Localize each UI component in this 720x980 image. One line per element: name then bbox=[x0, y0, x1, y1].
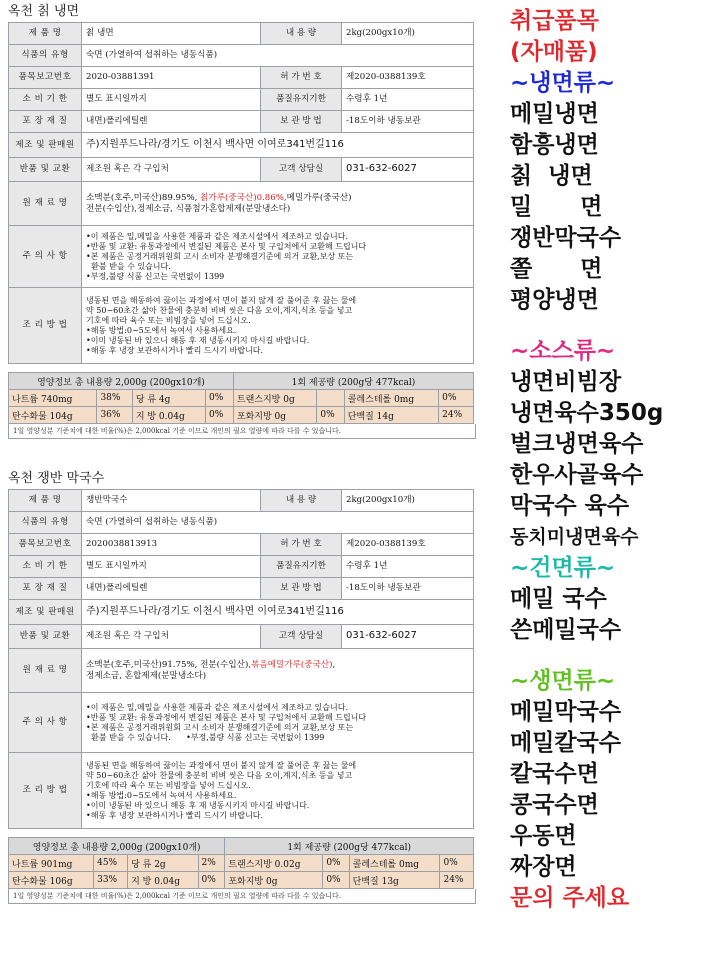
nutrition-cell: 36% bbox=[97, 407, 132, 424]
lineup-item: 냉면육수350g bbox=[510, 400, 664, 426]
lineup-item: 쟁반막국수 bbox=[510, 225, 622, 251]
label-caution: 주 의 사 항 bbox=[9, 226, 82, 288]
nutrition-head-serving: 1회 제공량 (200g당 477kcal) bbox=[225, 838, 474, 855]
maker: 주)지원푸드나라/경기도 이천시 백사면 이여로341번길116 bbox=[82, 600, 474, 625]
nutrition-cell bbox=[317, 390, 344, 407]
lineup-item: 짜장면 bbox=[510, 854, 577, 880]
category-naengmyeon: ~냉면류~ bbox=[510, 70, 616, 96]
nutrition-cell: 0% bbox=[323, 855, 349, 872]
nutrition-cell: 당 류 2g bbox=[128, 855, 198, 872]
food-type: 숙면 (가열하여 섭취하는 냉동식품) bbox=[82, 512, 474, 534]
label-storage: 보 관 방 법 bbox=[261, 578, 342, 600]
customer-service-phone: 031-632-6027 bbox=[342, 625, 474, 649]
label-caution: 주 의 사 항 bbox=[9, 693, 82, 753]
nutrition-cell: 포화지방 0g bbox=[233, 407, 316, 424]
label-content: 내 용 량 bbox=[261, 490, 342, 512]
nutrition-cell: 2% bbox=[198, 855, 225, 872]
lineup-item: 메밀막국수 bbox=[510, 699, 622, 725]
nutrition-footnote: 1일 영양성분 기준치에 대한 비율(%)은 2,000kcal 기준 이므로 개인의 필요 열량에 따라 다를 수 있습니다. bbox=[8, 889, 476, 904]
nutrition-cell: 나트륨 740mg bbox=[9, 390, 97, 407]
lineup-item: 함흥냉면 bbox=[510, 132, 599, 158]
lineup-item: 냉면비빔장 bbox=[510, 369, 622, 395]
report-no: 2020-03881391 bbox=[82, 67, 261, 89]
nutrition-cell: 나트륨 901mg bbox=[9, 855, 94, 872]
ingredients: 소맥분(호주,미국산)91.75%, 전분(수입산),볶음메밀가루(중국산), 정제소금, 혼합제제(분말냉소다) bbox=[82, 649, 474, 693]
nutrition-cell: 트랜스지방 0.02g bbox=[225, 855, 323, 872]
label-permit-no: 허 가 번 호 bbox=[261, 67, 342, 89]
label-packaging: 포 장 재 질 bbox=[9, 578, 82, 600]
return-policy: 제조원 혹은 각 구입처 bbox=[82, 625, 261, 649]
lineup-item: 평양냉면 bbox=[510, 287, 599, 313]
lineup-header: 취급품목 bbox=[510, 8, 599, 34]
nutrition-cell: 45% bbox=[94, 855, 128, 872]
label-expiry: 소 비 기 한 bbox=[9, 556, 82, 578]
nutrition-table bbox=[8, 372, 474, 424]
label-expiry: 소 비 기 한 bbox=[9, 89, 82, 111]
nutrition-cell: 단백질 13g bbox=[349, 872, 440, 889]
lineup-item: 칼국수면 bbox=[510, 761, 599, 787]
product-card bbox=[8, 2, 480, 439]
lineup-item: 메밀 국수 bbox=[510, 586, 607, 612]
label-maker: 제조 및 판매원 bbox=[9, 600, 82, 625]
label-report-no: 품목보고번호 bbox=[9, 67, 82, 89]
expiry: 별도 표시일까지 bbox=[82, 89, 261, 111]
nutrition-cell: 0% bbox=[439, 390, 474, 407]
label-customer-service: 고객 상담실 bbox=[261, 158, 342, 182]
nutrition-cell: 트랜스지방 0g bbox=[233, 390, 316, 407]
nutrition-cell: 0% bbox=[198, 872, 225, 889]
lineup-item: 동치미냉면육수 bbox=[510, 526, 639, 548]
nutrition-cell: 단백질 14g bbox=[344, 407, 438, 424]
label-cooking: 조 리 방 법 bbox=[9, 753, 82, 829]
nutrition-cell: 24% bbox=[439, 407, 474, 424]
category-fresh-noodle: ~생면류~ bbox=[510, 668, 616, 694]
label-report-no: 품목보고번호 bbox=[9, 534, 82, 556]
nutrition-cell: 콜레스테롤 0mg bbox=[349, 855, 440, 872]
caution-text: •이 제품은 밀,메밀을 사용한 제품과 같은 제조시설에서 제조하고 있습니다. •반품 및 교환: 유통과정에서 변질된 제품은 본사 및 구입처에서 교환해 드립니다 •본 제품은 공정거래위원회 고시 소비자 분쟁해결기준에 의거 교환,보상 또는 환불 받을 수 있습니다. •부정,불량 식품 신고는 국번없이 1399 bbox=[82, 693, 474, 753]
lineup-item: 쓴메밀국수 bbox=[510, 617, 622, 643]
nutrition-head-total: 영양정보 총 내용량 2,000g (200gx10개) bbox=[9, 838, 225, 855]
return-policy: 제조원 혹은 각 구입처 bbox=[82, 158, 261, 182]
packaging: 내면)폴리에틸렌 bbox=[82, 111, 261, 133]
nutrition-cell: 지 방 0.04g bbox=[132, 407, 205, 424]
nutrition-cell: 0% bbox=[317, 407, 344, 424]
nutrition-cell: 0% bbox=[206, 407, 234, 424]
lineup-item: 콩국수면 bbox=[510, 792, 599, 818]
lineup-item: 한우사골육수 bbox=[510, 462, 644, 488]
nutrition-cell: 0% bbox=[323, 872, 349, 889]
contact-text: 문의 주세요 bbox=[510, 885, 630, 911]
report-no: 2020038813913 bbox=[82, 534, 261, 556]
lineup-item: 벌크냉면육수 bbox=[510, 431, 644, 457]
label-food-type: 식품의 유형 bbox=[9, 45, 82, 67]
nutrition-cell: 33% bbox=[94, 872, 128, 889]
product-info-table bbox=[8, 22, 474, 364]
label-content: 내 용 량 bbox=[261, 23, 342, 45]
product-card bbox=[8, 469, 480, 904]
nutrition-cell: 포화지방 0g bbox=[225, 872, 323, 889]
nutrition-cell: 24% bbox=[440, 872, 474, 889]
lineup-item: 메밀냉면 bbox=[510, 101, 599, 127]
nutrition-cell: 0% bbox=[206, 390, 234, 407]
nutrition-head-total: 영양정보 총 내용량 2,000g (200gx10개) bbox=[9, 373, 234, 390]
lineup-item: 막국수 육수 bbox=[510, 493, 630, 519]
product-title: 옥천 쟁반 막국수 bbox=[8, 471, 105, 486]
lineup-item: 쫄 면 bbox=[510, 256, 603, 282]
product-info-table bbox=[8, 489, 474, 829]
cooking-text: 냉동된 면을 해동하여 끓이는 과정에서 면이 붙지 않게 잘 풀어준 후 끓는 물에 약 50~60초간 삶아 찬물에 충분히 비벼 씻은 다음 오이,계지,식초 등을 넣고 기호에 따라 육수 또는 비빔장을 넣어 드십시오. •해동 방법:0~5도에서 녹여서 사용하세요. •이미 냉동된 바 있으니 해동 후 재 냉동시키지 마시길 바랍니다. •해동 후 냉장 보관하시거나 빨리 드시기 바랍니다. bbox=[82, 753, 474, 829]
label-quality: 품질유지기한 bbox=[261, 89, 342, 111]
label-cooking: 조 리 방 법 bbox=[9, 288, 82, 364]
category-dry-noodle: ~건면류~ bbox=[510, 555, 616, 581]
label-packaging: 포 장 재 질 bbox=[9, 111, 82, 133]
product-name: 칡 냉면 bbox=[82, 23, 261, 45]
lineup-subheader: (자매품) bbox=[510, 39, 598, 65]
nutrition-head-serving: 1회 제공량 (200g당 477kcal) bbox=[233, 373, 473, 390]
product-title: 옥천 칡 냉면 bbox=[8, 4, 80, 19]
label-ingredients: 원 재 료 명 bbox=[9, 649, 82, 693]
expiry: 별도 표시일까지 bbox=[82, 556, 261, 578]
customer-service-phone: 031-632-6027 bbox=[342, 158, 474, 182]
label-maker: 제조 및 판매원 bbox=[9, 133, 82, 158]
nutrition-cell: 38% bbox=[97, 390, 132, 407]
product-name: 쟁반막국수 bbox=[82, 490, 261, 512]
quality: 수령후 1년 bbox=[342, 89, 474, 111]
label-return: 반품 및 교환 bbox=[9, 625, 82, 649]
lineup-item: 밀 면 bbox=[510, 194, 603, 220]
label-quality: 품질유지기한 bbox=[261, 556, 342, 578]
nutrition-cell: 탄수화물 106g bbox=[9, 872, 94, 889]
ingredients: 소맥분(호주,미국산)89.95%, 칡가루(중국산)0.86%,메밀가루(중국산) 전분(수입산),정제소금, 식품첨가혼합제제(분말냉소다) bbox=[82, 182, 474, 226]
lineup-item: 우동면 bbox=[510, 823, 577, 849]
lineup-item: 메밀칼국수 bbox=[510, 730, 622, 756]
nutrition-table bbox=[8, 837, 474, 889]
label-customer-service: 고객 상담실 bbox=[261, 625, 342, 649]
label-return: 반품 및 교환 bbox=[9, 158, 82, 182]
packaging: 내면)폴리에틸렌 bbox=[82, 578, 261, 600]
food-type: 숙면 (가열하여 섭취하는 냉동식품) bbox=[82, 45, 474, 67]
label-product-name: 제 품 명 bbox=[9, 23, 82, 45]
label-ingredients: 원 재 료 명 bbox=[9, 182, 82, 226]
permit-no: 제2020-0388139호 bbox=[342, 67, 474, 89]
label-product-name: 제 품 명 bbox=[9, 490, 82, 512]
quality: 수령후 1년 bbox=[342, 556, 474, 578]
content-amount: 2kg(200gx10개) bbox=[342, 23, 474, 45]
nutrition-cell: 콜레스테롤 0mg bbox=[344, 390, 438, 407]
caution-text: •이 제품은 밀,메밀을 사용한 제품과 같은 제조시설에서 제조하고 있습니다. •반품 및 교환: 유통과정에서 변질된 제품은 본사 및 구입처에서 교환해 드립니다 •본 제품은 공정거래위원회 고시 소비자 분쟁해결기준에 의거 교환,보상 또는 환불 받을 수 있습니다. •부정,불량 식품 신고는 국번없이 1399 bbox=[82, 226, 474, 288]
category-sauce: ~소스류~ bbox=[510, 338, 616, 364]
nutrition-cell: 지 방 0.04g bbox=[128, 872, 198, 889]
nutrition-cell: 0% bbox=[440, 855, 474, 872]
storage: -18도이하 냉동보관 bbox=[342, 578, 474, 600]
permit-no: 제2020-0388139호 bbox=[342, 534, 474, 556]
nutrition-footnote: 1일 영양성분 기준치에 대한 비율(%)은 2,000kcal 기준 이므로 개인의 필요 열량에 따라 다를 수 있습니다. bbox=[8, 424, 476, 439]
lineup-item: 칡 냉면 bbox=[510, 163, 593, 189]
label-permit-no: 허 가 번 호 bbox=[261, 534, 342, 556]
label-storage: 보 관 방 법 bbox=[261, 111, 342, 133]
maker: 주)지원푸드나라/경기도 이천시 백사면 이여로341번길116 bbox=[82, 133, 474, 158]
nutrition-cell: 탄수화물 104g bbox=[9, 407, 97, 424]
label-food-type: 식품의 유형 bbox=[9, 512, 82, 534]
cooking-text: 냉동된 면을 해동하여 끓이는 과정에서 면이 붙지 않게 잘 풀어준 후 끓는 물에 약 50~60초간 삶아 찬물에 충분히 비벼 씻은 다음 오이,계지,식초 등을 넣고 기호에 따라 육수 또는 비빔장을 넣어 드십시오. •해동 방법:0~5도에서 녹여서 사용하세요. •이미 냉동된 바 있으니 해동 후 재 냉동시키지 마시길 바랍니다. •해동 후 냉장 보관하시거나 빨리 드시기 바랍니다. bbox=[82, 288, 474, 364]
product-labels bbox=[8, 0, 480, 904]
product-lineup bbox=[510, 6, 715, 914]
content-amount: 2kg(200gx10개) bbox=[342, 490, 474, 512]
nutrition-cell: 당 류 4g bbox=[132, 390, 205, 407]
storage: -18도이하 냉동보관 bbox=[342, 111, 474, 133]
